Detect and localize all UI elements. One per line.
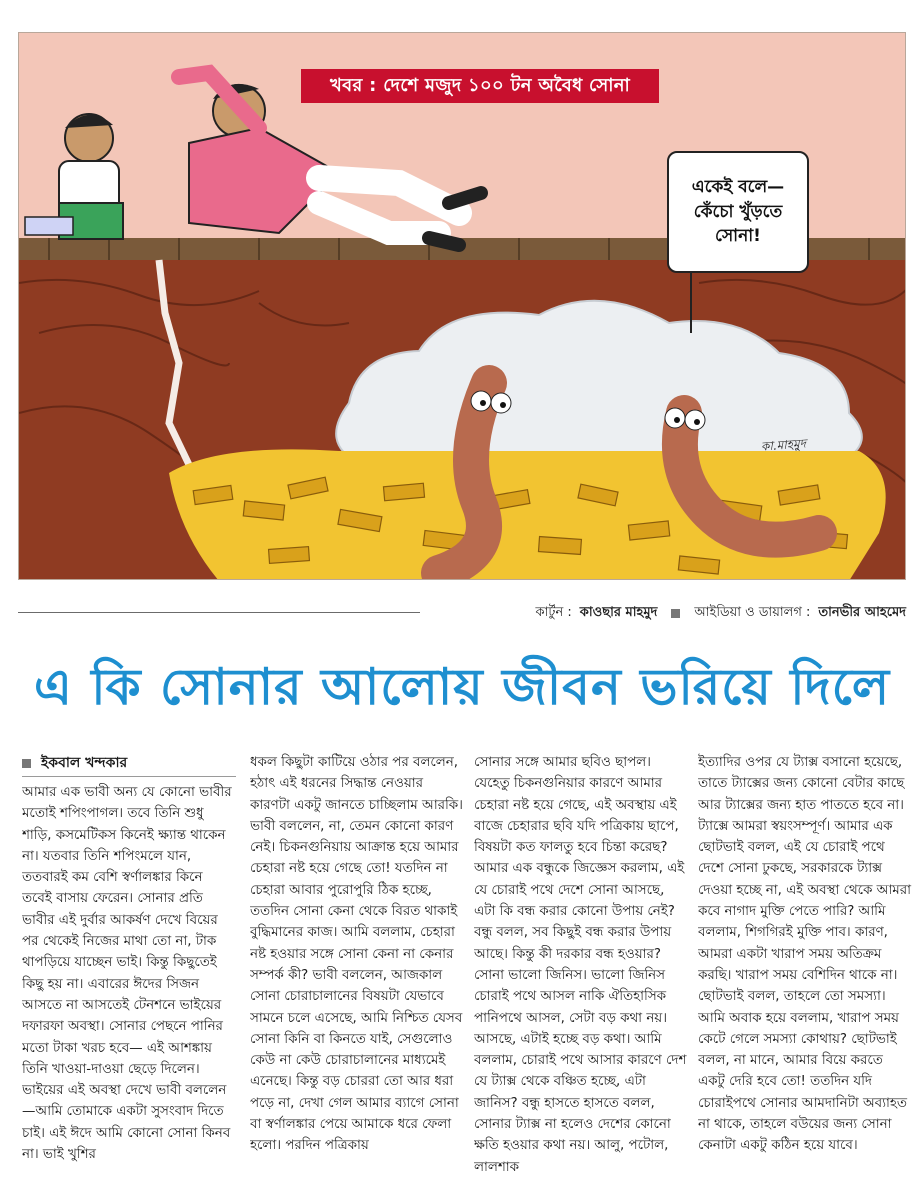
cartoon-credit-author: কাওছার মাহমুদ xyxy=(579,604,658,620)
artist-signature: কা.মাহমুদ xyxy=(760,436,807,454)
article-column-1: আমার এক ভাবী অন্য যে কোনো ভাবীর মতোই শপিংপাগল। তবে তিনি শুধু শাড়ি, কসমেটিকস কিনেই ক্ষ্যান্ত থাকেন না। যতবার তিনি শপিংমলে যান, ততবারই কম বেশি স্বর্ণালঙ্কার কিনে তবেই বাসায় ফেরেন। সোনার প্রতি ভাবীর এই দুর্বার আকর্ষণ দেখে বিয়ের পর থেকেই নিজের মাথা তো না, টাক থাপড়িয়ে যাচ্ছেন ভাই। কিন্তু কিছুতেই কিছু হয় না। এবারের ঈদের সিজন আসতে না আসতেই টেনশনে ভাইয়ের দফারফা অবস্থা। সোনার পেছনে পানির মতো টাকা খরচ হবে— এই আশঙ্কায় তিনি খাওয়া-দাওয়া ছেড়ে দিলেন। ভাইয়ের এই অবস্থা দেখে ভাবী বললেন—আমি তোমাকে একটা সুসংবাদ দিতে চাই। এই ঈদে আমি কোনো সোনা কিনব না। ভাই খুশির xyxy=(22,785,232,1163)
news-headline-banner: খবর : দেশে মজুদ ১০০ টন অবৈধ সোনা xyxy=(301,69,659,103)
credits-divider xyxy=(18,612,420,613)
author-name: ইকবাল খন্দকার xyxy=(41,755,128,771)
speech-bubble: একেই বলে— কেঁচো খুঁড়তে সোনা! xyxy=(667,151,809,273)
cartoon-illustration xyxy=(19,33,906,580)
article-column-3: সোনার সঙ্গে আমার ছবিও ছাপল। যেহেতু চিকনগুনিয়ার কারণে আমার চেহারা নষ্ট হয়ে গেছে, এই অবস্থায় এই বাজে চেহারার ছবি যদি পত্রিকায় ছাপে, বিষয়টা কত ফালতু হবে চিন্তা করেছ? আমার এক বন্ধুকে জিজ্ঞেস করলাম, এই যে চোরাই পথে দেশে সোনা আসছে, এটা কি বন্ধ করার কোনো উপায় নেই? বন্ধু বলল, সব কিছুই বন্ধ করার উপায় আছে। কিন্তু কী দরকার বন্ধ হওয়ার? সোনা ভালো জিনিস। ভালো জিনিস চোরাই পথে আসল নাকি ঐতিহাসিক পানিপথে আসল, সেটা বড় কথা নয়। আসছে, এটাই হচ্ছে বড় কথা। আমি বললাম, চোরাই পথে আসার কারণে দেশ যে ট্যাক্স থেকে বঞ্চিত হচ্ছে, এটা জানিস? বন্ধু হাসতে হাসতে বলল, সোনার ট্যাক্স না হলেও দেশের কোনো ক্ষতি হওয়ার কথা নয়। আলু, পটোল, লালশাক xyxy=(474,755,687,1175)
byline xyxy=(22,752,236,774)
byline-square-icon xyxy=(22,759,31,768)
byline-divider xyxy=(22,776,236,777)
cartoon-panel xyxy=(18,32,906,580)
separator-square-icon xyxy=(671,609,680,618)
cartoon-credit-label: কার্টুন : xyxy=(535,604,572,620)
article-column-2: ধকল কিছুটা কাটিয়ে ওঠার পর বললেন, হঠাৎ এই ধরনের সিদ্ধান্ত নেওয়ার কারণটা একটু জানতে চাচ্ছিলাম আরকি। ভাবী বললেন, না, তেমন কোনো কারণ নেই। চিকনগুনিয়ায় আক্রান্ত হয়ে আমার চেহারা নষ্ট হয়ে গেছে তো! যতদিন না চেহারা আবার পুরোপুরি ঠিক হচ্ছে, ততদিন সোনা কেনা থেকে বিরত থাকাই বুদ্ধিমানের কাজ। আমি বললাম, চেহারা নষ্ট হওয়ার সঙ্গে সোনা কেনা না কেনার সম্পর্ক কী? ভাবী বললেন, আজকাল সোনা চোরাচালানের বিষয়টা যেভাবে সামনে চলে এসেছে, আমি নিশ্চিত যেসব সোনা কিনি বা কিনতে যাই, সেগুলোও কেউ না কেউ চোরাচালানের মাধ্যমেই এনেছে। কিন্তু বড় চোররা তো আর ধরা পড়ে না, দেখা গেল আমার ব্যাগে সোনা বা স্বর্ণালঙ্কার পেয়ে আমাকে ধরে ফেলা হলো। পরদিন পত্রিকায় xyxy=(250,755,463,1154)
idea-credit-author: তানভীর আহমেদ xyxy=(818,604,906,620)
credits-line xyxy=(428,602,906,624)
article-title: এ কি সোনার আলোয় জীবন ভরিয়ে দিলে xyxy=(33,658,891,716)
article-column-4: ইত্যাদির ওপর যে ট্যাক্স বসানো হয়েছে, তাতে ট্যাক্সের জন্য কোনো বেটার কাছে আর ট্যাক্সের জন্য হাত পাততে হবে না। ট্যাক্সে আমরা স্বয়ংসম্পূর্ণ। আমার এক ছোটভাই বলল, এই যে চোরাই পথে দেশে সোনা ঢুকছে, সরকারকে ট্যাক্স দেওয়া হচ্ছে না, এই অবস্থা থেকে আমরা কবে নাগাদ মুক্তি পেতে পারি? আমি বললাম, শিগগিরই মুক্তি পাব। কারণ, আমরা একটা খারাপ সময় অতিক্রম করছি। খারাপ সময় বেশিদিন থাকে না। ছোটভাই বলল, তাহলে তো সমস্যা। আমি অবাক হয়ে বললাম, খারাপ সময় কেটে গেলে সমস্যা কোথায়? ছোটভাই বলল, না মানে, আমার বিয়ে করতে একটু দেরি হবে তো! ততদিন যদি চোরাইপথে সোনার আমদানিটা অব্যাহত না থাকে, তাহলে বউয়ের জন্য সোনা কেনাটা একটু কঠিন হয়ে যাবে। xyxy=(698,755,911,1154)
idea-credit-label: আইডিয়া ও ডায়ালগ : xyxy=(694,604,811,620)
